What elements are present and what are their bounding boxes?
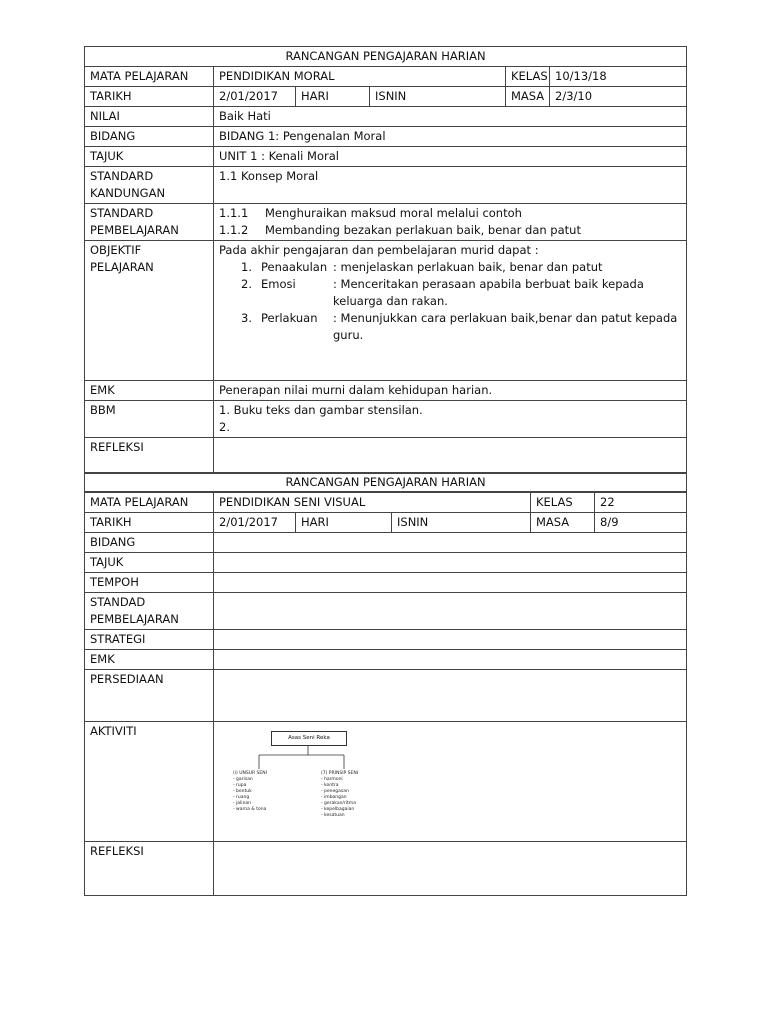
kelas-label: KELAS <box>506 67 550 87</box>
objektif-item <box>219 310 681 344</box>
tajuk-value: UNIT 1 : Kenali Moral <box>214 147 687 167</box>
objektif-item-name: Perlakuan <box>261 311 318 325</box>
standard-pembelajaran-list <box>214 204 687 241</box>
standad-value <box>214 593 687 630</box>
bbm-line: 1. Buku teks dan gambar stensilan. <box>219 403 423 417</box>
masa-label: MASA <box>506 87 550 107</box>
standard-item-text: Menghuraikan maksud moral melalui contoh <box>265 206 522 220</box>
aktiviti-label: AKTIVITI <box>85 722 214 842</box>
tempoh-label: TEMPOH <box>85 573 214 593</box>
mindmap-item: - gerakan/ritma <box>321 801 356 806</box>
strategi-label: STRATEGI <box>85 630 214 650</box>
objektif-label-line1: OBJEKTIF <box>90 243 142 257</box>
mindmap-item: - garisan <box>233 777 253 782</box>
rph-table-moral <box>84 46 687 492</box>
mindmap-item: - rupa <box>233 783 247 788</box>
refleksi-value <box>214 438 687 474</box>
standard-item <box>219 205 681 222</box>
tajuk-label: TAJUK <box>85 147 214 167</box>
objektif-item-text: : menjelaskan perlakuan baik, benar dan patut <box>333 260 603 274</box>
standard-kandungan-label <box>85 167 214 204</box>
standard-kandungan-label-line2: KANDUNGAN <box>90 186 166 200</box>
mindmap-branch-title: (7) PRINSIP SENI <box>321 771 359 776</box>
masa-value: 8/9 <box>595 513 687 533</box>
tarikh-value: 2/01/2017 <box>214 87 296 107</box>
emk-value: Penerapan nilai murni dalam kehidupan harian. <box>214 381 687 401</box>
mindmap-item: - ruang <box>233 795 250 800</box>
mindmap-item: - imbangan <box>321 795 347 800</box>
objektif-item-name: Penaakulan <box>261 260 328 274</box>
mindmap-left-branch <box>233 771 267 813</box>
mindmap-root: Asas Seni Reka <box>271 731 347 746</box>
standard-kandungan-label-line1: STANDARD <box>90 169 154 183</box>
standad-label-line2: PEMBELAJARAN <box>90 612 179 626</box>
objektif-intro: Pada akhir pengajaran dan pembelajaran murid dapat : <box>219 243 539 257</box>
mindmap-item: - kesatuan <box>321 813 345 818</box>
mata-pelajaran-value: PENDIDIKAN SENI VISUAL <box>214 493 531 513</box>
standad-label-line1: STANDAD <box>90 595 146 609</box>
tajuk-value <box>214 553 687 573</box>
standard-item-num: 1.1.2 <box>219 223 249 237</box>
rph-title: RANCANGAN PENGAJARAN HARIAN <box>85 473 687 493</box>
standard-pembelajaran-label <box>85 204 214 241</box>
tempoh-value <box>214 573 687 593</box>
objektif-label <box>85 241 214 381</box>
objektif-item-text: : Menunjukkan cara perlakuan baik,benar dan patut kepada guru. <box>333 311 678 342</box>
bidang-label: BIDANG <box>85 127 214 147</box>
mindmap-item: - harmoni <box>321 777 343 782</box>
mindmap-item: - bentuk <box>233 789 252 794</box>
nilai-label: NILAI <box>85 107 214 127</box>
objektif-content <box>214 241 687 381</box>
refleksi-value <box>214 842 687 896</box>
emk-label: EMK <box>85 650 214 670</box>
hari-value: ISNIN <box>392 513 531 533</box>
objektif-item <box>219 259 681 276</box>
standard-item-num: 1.1.1 <box>219 206 249 220</box>
mindmap-item: - jalinan <box>233 801 252 806</box>
emk-value <box>214 650 687 670</box>
tarikh-value: 2/01/2017 <box>214 513 296 533</box>
mindmap-right-branch <box>321 771 358 819</box>
tarikh-label: TARIKH <box>85 87 214 107</box>
mindmap-item: - warna & tona <box>233 807 267 812</box>
mata-pelajaran-label: MATA PELAJARAN <box>85 67 214 87</box>
objektif-item-name: Emosi <box>261 277 296 291</box>
hari-label: HARI <box>296 87 370 107</box>
nilai-value: Baik Hati <box>214 107 687 127</box>
mata-pelajaran-label: MATA PELAJARAN <box>85 493 214 513</box>
refleksi-label: REFLEKSI <box>85 842 214 896</box>
persediaan-label: PERSEDIAAN <box>85 670 214 722</box>
refleksi-label: REFLEKSI <box>85 438 214 474</box>
standard-kandungan-value: 1.1 Konsep Moral <box>214 167 687 204</box>
tarikh-label: TARIKH <box>85 513 214 533</box>
mindmap-branch-title: (i) UNSUR SENI <box>233 771 267 776</box>
bbm-label: BBM <box>85 401 214 438</box>
standard-item-text: Membanding bezakan perlakuan baik, benar dan patut <box>265 223 581 237</box>
bbm-line: 2. <box>219 420 230 434</box>
objektif-item-text: : Menceritakan perasaan apabila berbuat baik kepada keluarga dan rakan. <box>333 277 644 308</box>
objektif-item-num: 2. <box>241 277 252 291</box>
standard-pembelajaran-label-line1: STANDARD <box>90 206 154 220</box>
standard-item <box>219 222 681 239</box>
emk-label: EMK <box>85 381 214 401</box>
mindmap-item: - kontra <box>321 783 339 788</box>
kelas-value: 22 <box>595 493 687 513</box>
mindmap-item: - penegasan <box>321 789 349 794</box>
bidang-label: BIDANG <box>85 533 214 553</box>
mindmap-diagram <box>219 723 681 835</box>
persediaan-value <box>214 670 687 722</box>
standad-label <box>85 593 214 630</box>
bidang-value: BIDANG 1: Pengenalan Moral <box>214 127 687 147</box>
mindmap-item: - kepelbagaian <box>321 807 355 812</box>
bbm-value <box>214 401 687 438</box>
objektif-item-num: 3. <box>241 311 252 325</box>
standard-pembelajaran-label-line2: PEMBELAJARAN <box>90 223 179 237</box>
mata-pelajaran-value: PENDIDIKAN MORAL <box>214 67 506 87</box>
rph-table-seni-visual <box>84 472 687 896</box>
rph-title: RANCANGAN PENGAJARAN HARIAN <box>85 47 687 67</box>
kelas-label: KELAS <box>531 493 595 513</box>
hari-label: HARI <box>296 513 392 533</box>
objektif-label-line2: PELAJARAN <box>90 260 154 274</box>
bidang-value <box>214 533 687 553</box>
strategi-value <box>214 630 687 650</box>
hari-value: ISNIN <box>370 87 506 107</box>
masa-value: 2/3/10 <box>550 87 687 107</box>
tajuk-label: TAJUK <box>85 553 214 573</box>
kelas-value: 10/13/18 <box>550 67 687 87</box>
masa-label: MASA <box>531 513 595 533</box>
objektif-item <box>219 276 681 310</box>
objektif-item-num: 1. <box>241 260 252 274</box>
aktiviti-value <box>214 722 687 842</box>
